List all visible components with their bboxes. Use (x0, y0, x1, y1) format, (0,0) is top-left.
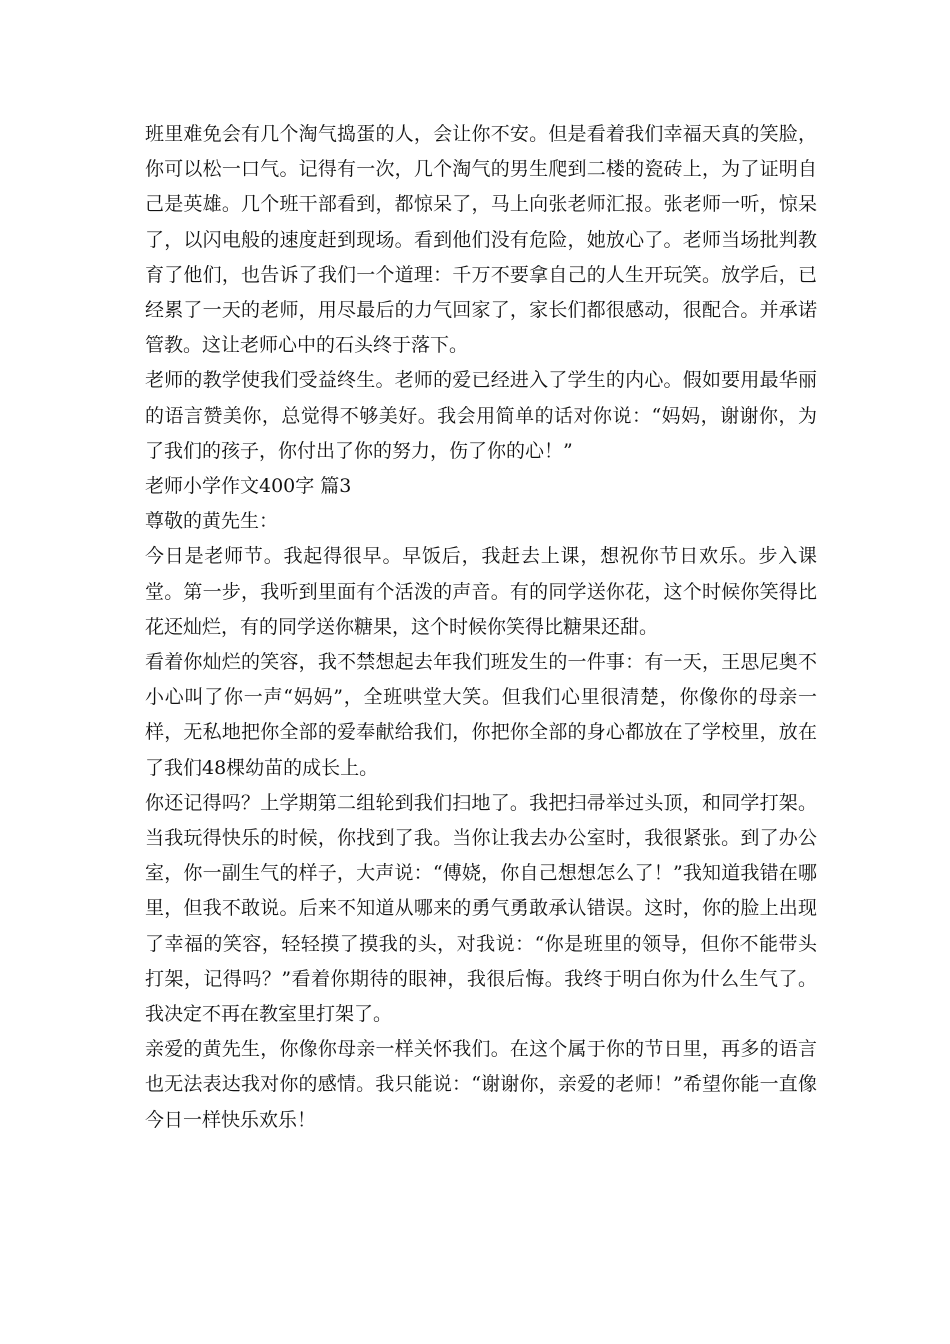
essay-heading: 老师小学作文400字 篇3 (145, 475, 352, 498)
paragraph-memory: 看着你灿烂的笑容，我不禁想起去年我们班发生的一件事：有一天，王思尼奥不小心叫了你一声“妈妈”，全班哄堂大笑。但我们心里很清楚，你像你的母亲一样，无私地把你全部的爱奉献给我们，你把你全部的身心都放在了学校里，放在了我们48棵幼苗的成长上。 (145, 651, 817, 779)
paragraph-teacher-love: 老师的教学使我们受益终生。老师的爱已经进入了学生的内心。假如要用最华丽的语言赞美你，总觉得不够美好。我会用简单的话对你说：“妈妈，谢谢你，为了我们的孩子，你付出了你的努力，伤了你的心！” (145, 369, 817, 462)
letter-salutation: 尊敬的黄先生： (145, 510, 279, 533)
paragraph-fight: 你还记得吗？上学期第二组轮到我们扫地了。我把扫帚举过头顶，和同学打架。当我玩得快乐的时候，你找到了我。当你让我去办公室时，我很紧张。到了办公室，你一副生气的样子，大声说：“傅娆，你自己想想怎么了！”我知道我错在哪里，但我不敢说。后来不知道从哪来的勇气勇敢承认错误。这时，你的脸上出现了幸福的笑容，轻轻摸了摸我的头，对我说：“你是班里的领导，但你不能带头打架，记得吗？”看着你期待的眼神，我很后悔。我终于明白你为什么生气了。我决定不再在教室里打架了。 (145, 791, 817, 1026)
paragraph-closing: 亲爱的黄先生，你像你母亲一样关怀我们。在这个属于你的节日里，再多的语言也无法表达我对你的感情。我只能说：“谢谢你，亲爱的老师！”希望你能一直像今日一样快乐欢乐！ (145, 1038, 817, 1131)
paragraph-teacher-story: 班里难免会有几个淘气捣蛋的人，会让你不安。但是看着我们幸福天真的笑脸，你可以松一口气。记得有一次，几个淘气的男生爬到二楼的瓷砖上，为了证明自己是英雄。几个班干部看到，都惊呆了，马上向张老师汇报。张老师一听，惊呆了，以闪电般的速度赶到现场。看到他们没有危险，她放心了。老师当场批判教育了他们，也告诉了我们一个道理：千万不要拿自己的人生开玩笑。放学后，已经累了一天的老师，用尽最后的力气回家了，家长们都很感动，很配合。并承诺管教。这让老师心中的石头终于落下。 (145, 123, 817, 357)
document-body (145, 117, 817, 1138)
paragraph-teachers-day: 今日是老师节。我起得很早。早饭后，我赶去上课，想祝你节日欢乐。步入课堂。第一步，我听到里面有个活泼的声音。有的同学送你花，这个时候你笑得比花还灿烂，有的同学送你糖果，这个时候你笑得比糖果还甜。 (145, 545, 817, 638)
